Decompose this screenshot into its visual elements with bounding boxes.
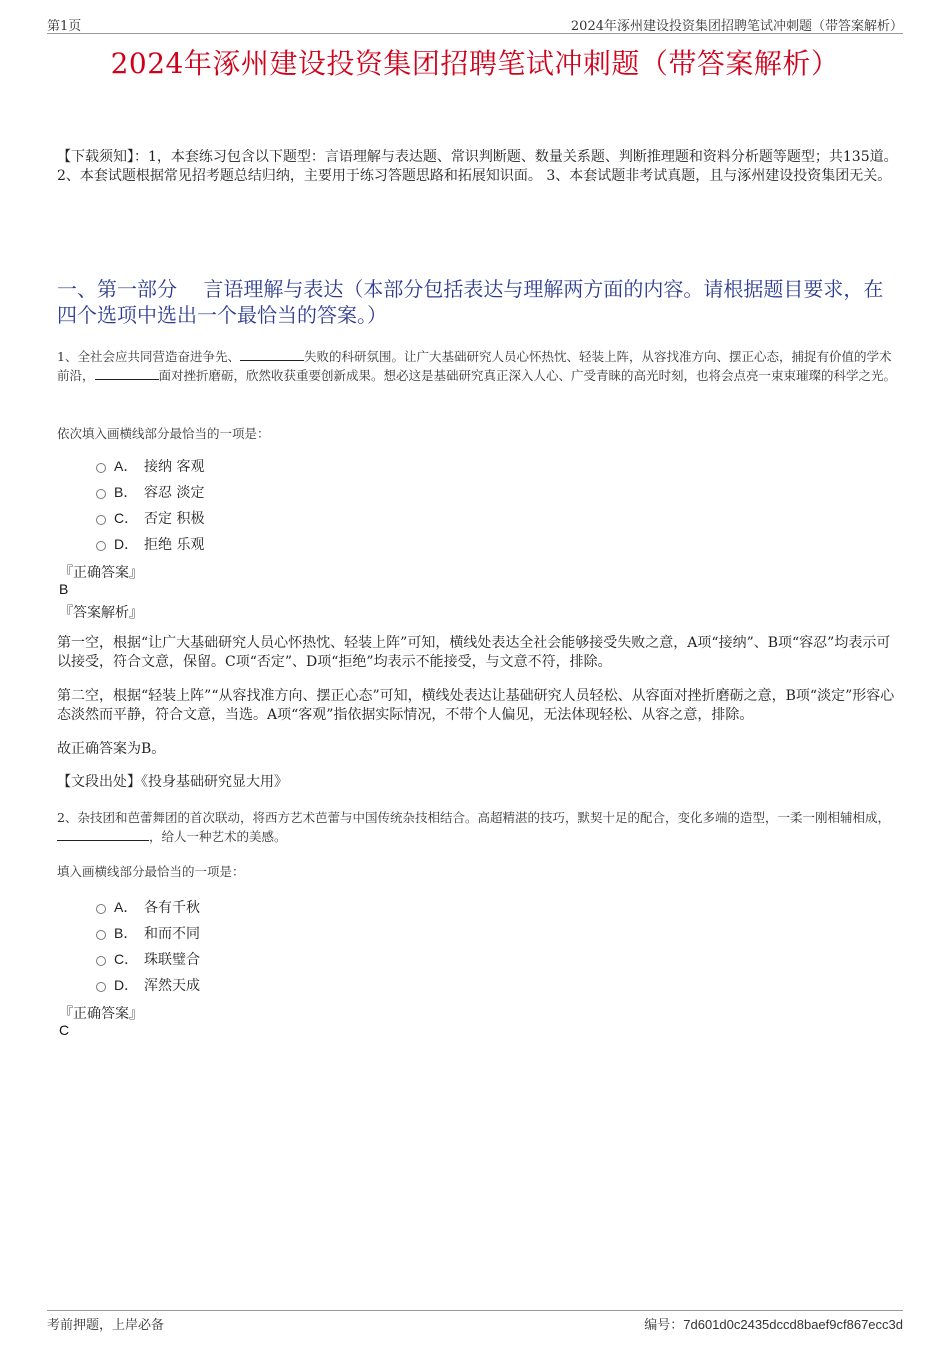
document-title: 2024年涿州建设投资集团招聘笔试冲刺题（带答案解析） — [110, 47, 840, 80]
question-1-text-part-b: 失败的科研氛围。让广大基础研究人员心怀热忱、轻装上阵，从容找准方向、摆正心态，捕捉有价值的学术前沿， — [57, 349, 892, 383]
option-b[interactable]: B． 和而不同 — [96, 920, 200, 946]
option-b[interactable]: B． 容忍 淡定 — [96, 479, 204, 505]
question-2-text-part-a: 2、杂技团和芭蕾舞团的首次联动，将西方艺术芭蕾与中国传统杂技相结合。高超精湛的技巧，默契十足的配合，变化多端的造型，一柔一刚相辅相成， — [57, 810, 890, 825]
answer-label: 『正确答案』 — [59, 565, 143, 581]
page-header — [47, 12, 903, 34]
option-d[interactable]: D． 拒绝 乐观 — [96, 531, 204, 557]
question-2-text — [57, 808, 898, 846]
question-2-text-part-b: ，给人一种艺术的美感。 — [149, 829, 287, 844]
option-c[interactable]: C． 珠联璧合 — [96, 946, 200, 972]
radio-icon[interactable] — [96, 489, 106, 499]
footer-slogan: 考前押题，上岸必备 — [47, 1318, 165, 1333]
fill-blank-2 — [95, 368, 159, 380]
analysis-label: 『答案解析』 — [59, 605, 143, 621]
radio-icon[interactable] — [96, 956, 106, 966]
radio-icon[interactable] — [96, 904, 106, 914]
radio-icon[interactable] — [96, 515, 106, 525]
question-2-prompt: 填入画横线部分最恰当的一项是： — [57, 864, 245, 879]
radio-icon[interactable] — [96, 930, 106, 940]
download-notice: 【下载须知】：1，本套练习包含以下题型：言语理解与表达题、常识判断题、数量关系题、判断推理题和资料分析题等题型；共135道。 2、本套试题根据常见招考题总结归纳，主要用于练习答题思路和拓展知识面。 3、本套试题非考试真题，且与涿州建设投资集团无关。 — [57, 149, 898, 184]
section-title: 一、第一部分 言语理解与表达（本部分包括表达与理解两方面的内容。请根据题目要求，在四个选项中选出一个最恰当的答案。） — [57, 277, 884, 327]
radio-icon[interactable] — [96, 463, 106, 473]
page-number: 第1页 — [47, 19, 82, 34]
option-d[interactable]: D． 浑然天成 — [96, 972, 200, 998]
correct-answer: B — [59, 581, 69, 597]
question-1-text — [57, 347, 898, 385]
footer-divider — [47, 1310, 903, 1311]
footer-code-label: 编号： — [644, 1318, 684, 1333]
analysis-conclusion: 故正确答案为B。 — [57, 741, 166, 757]
question-1-text-part-a: 1、全社会应共同营造奋进争先、 — [57, 349, 240, 364]
question-1-text-part-c: 面对挫折磨砺，欣然收获重要创新成果。想必这是基础研究真正深入人心、广受青睐的高光时刻，也将会点亮一束束璀璨的科学之光。 — [158, 368, 897, 383]
option-a[interactable]: A． 各有千秋 — [96, 894, 200, 920]
question-1-options — [96, 453, 204, 557]
header-doc-title: 2024年涿州建设投资集团招聘笔试冲刺题（带答案解析） — [570, 19, 903, 34]
correct-answer: C — [59, 1022, 70, 1038]
fill-blank-3 — [57, 829, 149, 841]
analysis-paragraph-1: 第一空，根据“让广大基础研究人员心怀热忱、轻装上阵”可知，横线处表达全社会能够接受失败之意，A项“接纳”、B项“容忍”均表示可以接受，符合文意，保留。C项“否定”、D项“拒绝”均表示不能接受，与文意不符，排除。 — [57, 635, 891, 670]
answer-label: 『正确答案』 — [59, 1006, 143, 1022]
footer-code-value: 7d601d0c2435dccd8baef9cf867ecc3d — [683, 1317, 903, 1332]
question-2-options — [96, 894, 200, 998]
source-citation: 【文段出处】《投身基础研究显大用》 — [57, 774, 288, 790]
radio-icon[interactable] — [96, 541, 106, 551]
radio-icon[interactable] — [96, 982, 106, 992]
footer-code — [644, 1314, 903, 1333]
analysis-paragraph-2: 第二空，根据“轻装上阵”“从容找准方向、摆正心态”可知，横线处表达让基础研究人员轻松、从容面对挫折磨砺之意，B项“淡定”形容心态淡然而平静，符合文意，当选。A项“客观”指依据实际情况，不带个人偏见，无法体现轻松、从容之意，排除。 — [57, 688, 895, 723]
question-1-prompt: 依次填入画横线部分最恰当的一项是： — [57, 426, 270, 441]
option-a[interactable]: A． 接纳 客观 — [96, 453, 204, 479]
option-c[interactable]: C． 否定 积极 — [96, 505, 204, 531]
fill-blank-1 — [240, 349, 304, 361]
